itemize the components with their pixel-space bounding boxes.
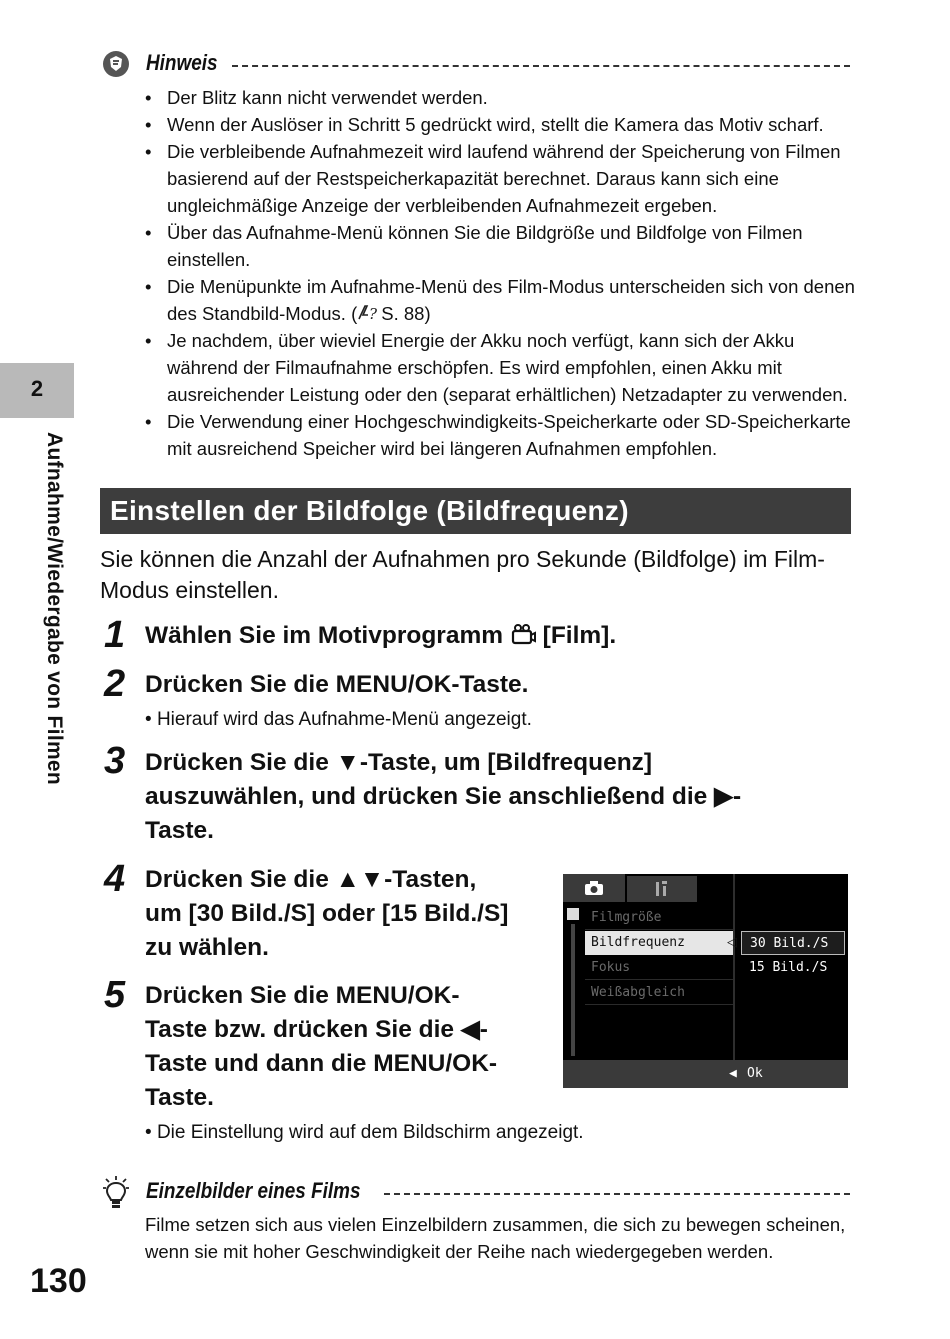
up-down-arrow-icon: ▲▼	[335, 866, 385, 893]
note-divider	[232, 65, 850, 67]
list-item: • Der Blitz kann nicht verwendet werden.	[145, 84, 857, 111]
right-arrow-icon: ▶	[714, 783, 733, 810]
list-item: • Über das Aufnahme-Menü können Sie die Bildgröße und Bildfolge von Filmen einstellen.	[145, 219, 857, 273]
step-number: 5	[104, 974, 126, 1016]
note-icon	[102, 50, 130, 78]
movie-icon	[510, 622, 536, 646]
option: 15 Bild./S	[749, 960, 828, 975]
hint-divider	[384, 1193, 850, 1195]
menu-item: Weißabgleich	[585, 981, 733, 1005]
setup-tab	[627, 876, 697, 902]
option-selected: 30 Bild./S	[741, 931, 845, 955]
step-number: 3	[104, 740, 126, 782]
step-note: • Die Einstellung wird auf dem Bildschirm angezeigt.	[145, 1120, 584, 1146]
step-note: • Hierauf wird das Aufnahme-Menü angezeigt.	[145, 707, 532, 733]
step-number: 1	[104, 614, 126, 656]
section-intro: Sie können die Anzahl der Aufnahmen pro Sekunde (Bildfolge) im Film-Modus einstellen.	[100, 546, 825, 603]
left-arrow-icon: ◀	[460, 1016, 480, 1043]
selection-arrow-icon: ◁	[727, 935, 737, 950]
left-arrow-icon: ◀	[729, 1066, 737, 1081]
reference-icon	[357, 303, 381, 323]
screen-footer: ◀ Ok	[563, 1060, 848, 1088]
step-number: 2	[104, 663, 126, 705]
list-item: • Die verbleibende Aufnahmezeit wird laufend während der Speicherung von Filmen basierend auf der Restspeicherkapazität berechnet. Daraus kann sich eine ungleichmäßige Anzeige der verbleibenden Aufnahmezeit ergeben.	[145, 138, 857, 219]
hint-title: Einzelbilder eines Films	[146, 1178, 361, 1203]
step-text: Drücken Sie die MENU/OK- Taste bzw. drücken Sie die ◀- Taste und dann die MENU/OK- Taste.	[145, 982, 498, 1111]
list-item: • Wenn der Auslöser in Schritt 5 gedrückt wird, stellt die Kamera das Motiv scharf.	[145, 111, 857, 138]
down-arrow-icon: ▼	[335, 749, 360, 776]
lightbulb-icon	[102, 1175, 130, 1211]
hint-text: Filme setzen sich aus vielen Einzelbildern zusammen, die sich zu bewegen scheinen, wenn sie mit hoher Geschwindigkeit der Reihe nach wiedergegeben werden.	[145, 1214, 846, 1262]
menu-item-selected: Bildfrequenz	[585, 931, 733, 955]
shooting-tab	[563, 874, 625, 902]
column-divider	[733, 874, 735, 1060]
svg-text:?: ?	[369, 305, 378, 323]
setup-icon	[653, 880, 671, 898]
step-text: Drücken Sie die ▼-Taste, um [Bildfrequenz] auszuwählen, und drücken Sie anschließend die ▶- Taste.	[145, 749, 742, 844]
page-number: 130	[30, 1262, 87, 1300]
menu-item: Filmgröße	[585, 906, 733, 930]
step-text: Drücken Sie die ▲▼-Tasten, um [30 Bild./S] oder [15 Bild./S] zu wählen.	[145, 866, 509, 961]
list-item: • Die Menüpunkte im Aufnahme-Menü des Film-Modus unterscheiden sich von denen des Standbild-Modus. ( ? S. 88)	[145, 273, 857, 327]
list-item: • Je nachdem, über wieviel Energie der Akku noch verfügt, kann sich der Akku während der Filmaufnahme erschöpfen. Es wird empfohlen, einen Akku mit ausreichender Leistung oder den (separat erhältlichen) Netzadapter zu verwenden.	[145, 327, 857, 408]
menu-item: Fokus	[585, 956, 733, 980]
section-heading: Einstellen der Bildfolge (Bildfrequenz)	[100, 488, 851, 534]
note-list	[145, 84, 857, 462]
chapter-title: Aufnahme/Wiedergabe von Filmen	[43, 432, 66, 786]
step-text: Wählen Sie im Motivprogramm [Film].	[145, 622, 617, 649]
camera-menu-screen	[563, 874, 848, 1088]
camera-icon	[584, 880, 604, 896]
list-item: • Die Verwendung einer Hochgeschwindigkeits-Speicherkarte oder SD-Speicherkarte mit ausreichend Speicher wird bei längeren Aufnahmen empfohlen.	[145, 408, 857, 462]
step-text: Drücken Sie die MENU/OK-Taste.	[145, 671, 529, 698]
step-number: 4	[104, 858, 126, 900]
chapter-number: 2	[30, 376, 44, 401]
note-title: Hinweis	[146, 50, 218, 75]
scroll-marker	[567, 908, 579, 920]
scrollbar	[571, 924, 575, 1056]
